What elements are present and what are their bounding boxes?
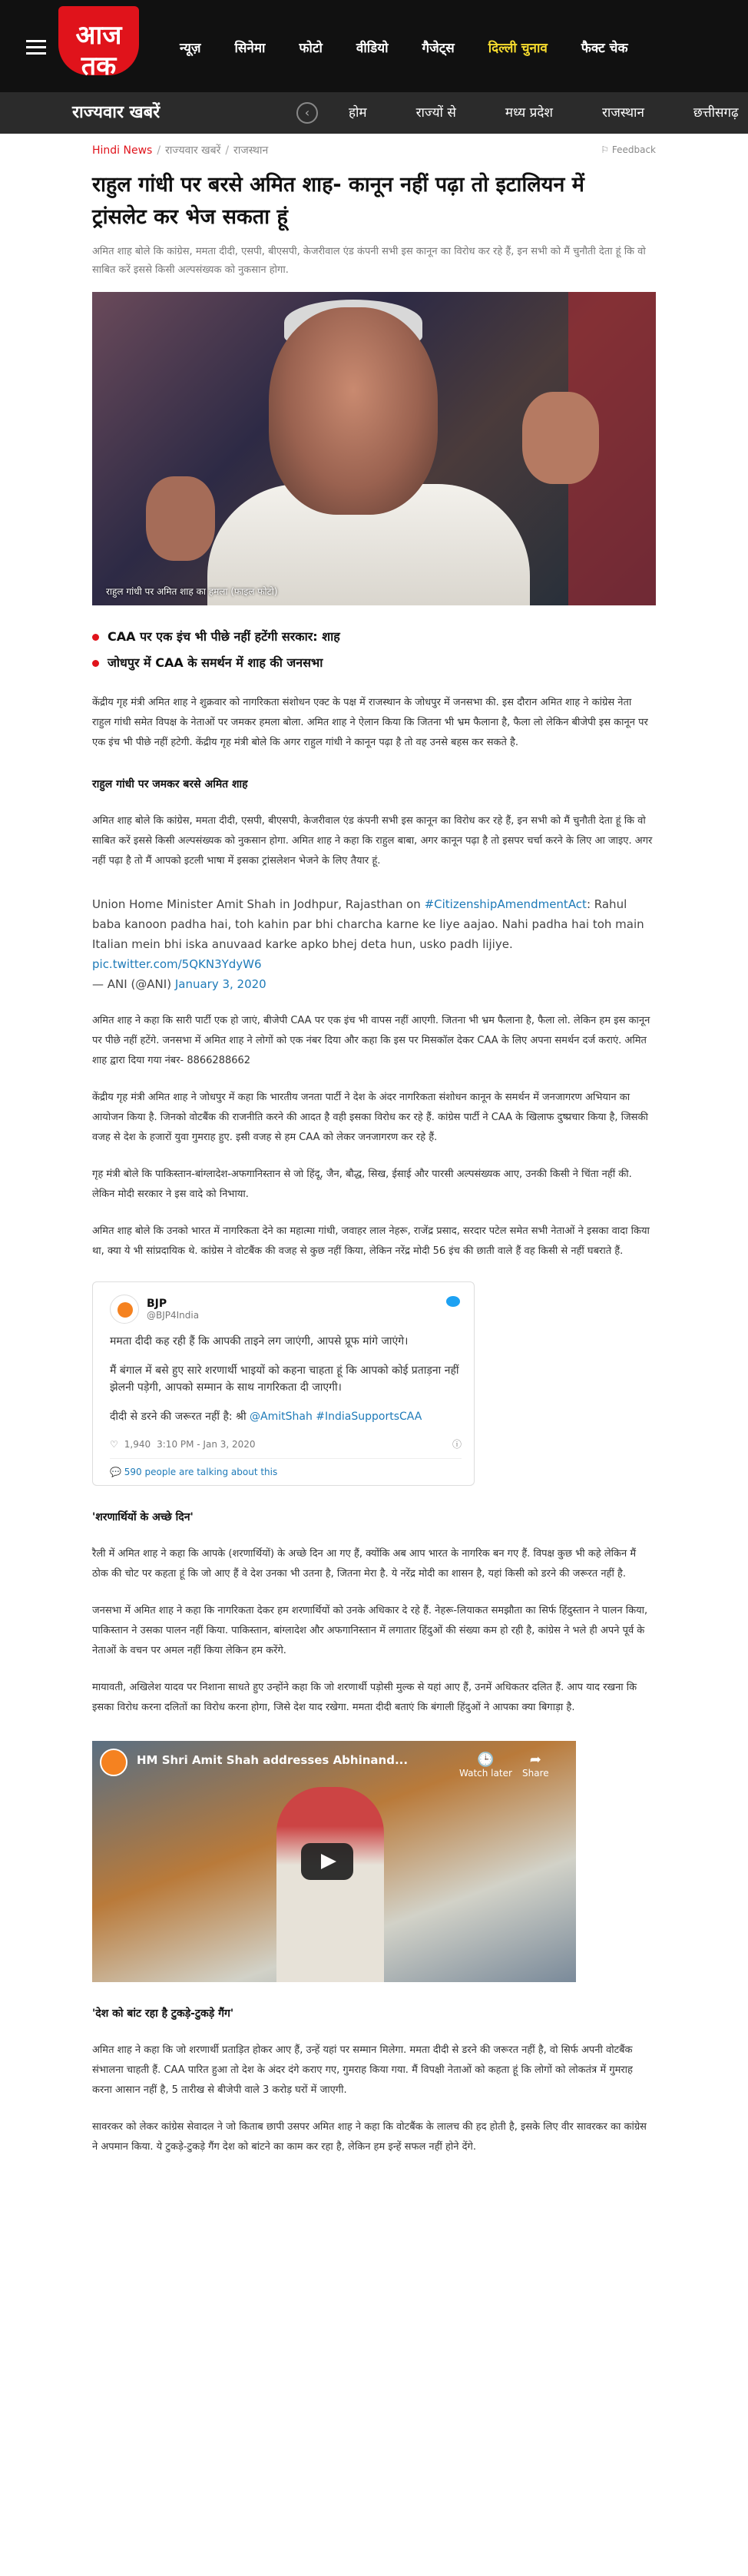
tweet-talking-link[interactable]: 💬 590 people are talking about this [110,1467,278,1477]
share-label: Share [522,1768,549,1779]
tweet-author-handle[interactable]: @BJP4India [147,1310,200,1321]
nav-item-cinema[interactable]: सिनेमा [234,41,266,56]
tweet-text-end: : Rahul baba kanoon padha hai, toh kahin par bhi charcha karne ke liye aajao. Nahi padha hai toh main Italian mein bhi iska anuvaad karke apko bhej deta hun, usko padh lijiye. [92,897,644,951]
hero-figure-hand [146,476,215,561]
share-icon: ➦ [529,1752,541,1768]
hamburger-menu-icon[interactable] [26,40,46,55]
embedded-tweet-text [92,894,653,994]
nav-item-video[interactable]: वीडियो [356,41,389,56]
watch-later-label: Watch later [459,1768,512,1779]
paragraph: अमित शाह बोले कि उनको भारत में नागरिकता देने का महात्मा गांधी, जवाहर लाल नेहरू, राजेंद्र प्रसाद, सरदार पटेल समेत सभी नेताओं ने इसका वादा किया था, क्या ये भी सांप्रदायिक थे. कांग्रेस ने वोटबैंक की वजह से कुछ नहीं किया, लेकिन नरेंद्र मोदी 56 इंच की छाती वाले हैं वह किसी से नहीं घबराते हैं. [92,1225,650,1257]
breadcrumb: Hindi News / राज्यवार खबरें / राजस्थान [92,144,269,157]
watch-later-button[interactable] [459,1752,512,1779]
breadcrumb-state[interactable]: राजस्थान [233,144,269,157]
top-navigation-bar [0,0,748,92]
heart-icon[interactable]: ♡ [110,1438,118,1450]
hero-figure-raised-hand [522,392,599,484]
paragraph: अमित शाह ने कहा कि जो शरणार्थी प्रताड़ित होकर आए हैं, उन्हें यहां पर सम्मान मिलेगा. ममता दीदी से डरने की जरूरत नहीं है, वो सिर्फ अपनी वोटबैंक संभालना चाहती हैं. CAA पारित हुआ तो देश के अंदर दंगे कराए गए, गुमराह किया गया. मैं विपक्षी नेताओं को कहता हूं कि लोगों को लोकतंत्र में गुमराह करना आसान नहीं है, 5 तारीख से बीजेपी वाले 3 करोड़ घरों में जाएगी. [92,2044,633,2096]
tweet-line: मैं बंगाल में बसे हुए सारे शरणार्थी भाइयों को कहना चाहता हूं कि आपको कोई प्रताड़ना नहीं झेलनी पड़ेगी, आपको सम्मान के साथ नागरिकता दी जाएगी। [110,1364,459,1394]
subnav-item-rajasthan[interactable]: राजस्थान [601,105,644,121]
subheading: 'देश को बांट रहा है टुकड़े-टुकड़े गैंग' [92,2007,234,2020]
tweet-line [110,1408,462,1425]
highlight-item: CAA पर एक इंच भी पीछे नहीं हटेंगी सरकार: शाह [92,624,656,650]
tweet-author-name[interactable]: BJP [147,1298,167,1310]
tweet-like-count: 1,940 [124,1438,151,1450]
aajtak-logo[interactable] [58,6,139,81]
info-icon[interactable]: ⓘ [452,1439,462,1450]
scroll-left-arrow-icon[interactable]: ‹ [296,102,318,124]
paragraph: मायावती, अखिलेश यादव पर निशाना साधते हुए उन्होंने कहा कि जो शरणार्थी पड़ोसी मुल्क से यहां आए हैं, उनमें अधिकतर दलित हैं. आप याद रखना कि इसका विरोध करना दलितों का विरोध करना होगा, जिसे देश याद रखेगा. ममता दीदी बताएं कि बंगाली हिंदुओं ने आपका क्या बिगाड़ा है. [92,1682,637,1713]
paragraph: गृह मंत्री बोले कि पाकिस्तान-बांग्लादेश-अफगानिस्तान से जो हिंदू, जैन, बौद्ध, सिख, ईसाई और पारसी अल्पसंख्यक आए, उनकी किसी ने चिंता नहीं की. लेकिन मोदी सरकार ने इस वादे को निभाया. [92,1169,632,1200]
article-headline: राहुल गांधी पर बरसे अमित शाह- कानून नहीं पढ़ा तो इटालियन में ट्रांसलेट कर भेज सकता हूं [92,173,584,229]
subnav-item-home[interactable]: होम [349,105,367,121]
tweet-header [110,1295,462,1324]
subheading: 'शरणार्थियों के अच्छे दिन' [92,1511,194,1523]
nav-item-delhi-election[interactable]: दिल्ली चुनाव [488,41,548,56]
hashtag-link[interactable]: #CitizenshipAmendmentAct [424,897,587,911]
paragraph: जनसभा में अमित शाह ने कहा कि नागरिकता देकर हम शरणार्थियों को उनके अधिकार दे रहे हैं. नेहरू-लियाकत समझौता का सिर्फ हिंदुस्तान ने पालन किया, पाकिस्तान ने उसका पालन नहीं किया. पाकिस्तान, बांग्लादेश और अफगानिस्तान में लगातार हिंदुओं की संख्या कम हो रही है, कांग्रेस ने भले ही अपने पूर्व के नेताओं के वचन पर अमल नहीं किया लेकिन हम करेंगे. [92,1605,648,1656]
channel-avatar[interactable] [100,1749,127,1776]
paragraph: केंद्रीय गृह मंत्री अमित शाह ने जोधपुर में कहा कि भारतीय जनता पार्टी ने देश के अंदर नागरिकता संशोधन कानून के समर्थन में जनजागरण अभियान का आयोजन किया है. जिनको वोटबैंक की राजनीति करने की आदत है वही इसका विरोध कर रहे हैं. कांग्रेस पार्टी ने CAA के खिलाफ दुष्प्रचार किया है, जिसकी वजह से देश के हजारों युवा गुमराह हुए. इसी वजह से हम CAA को लेकर जनजागरण कर रहे हैं. [92,1092,648,1143]
paragraph: अमित शाह ने कहा कि सारी पार्टी एक हो जाएं, बीजेपी CAA पर एक इंच भी वापस नहीं आएगी. जितना भी भ्रम फैलाना है, फैला लो. लेकिन हम इस कानून पर पीछे नहीं हटेंगे. जनसभा में अमित शाह ने लोगों को एक नंबर दिया और कहा कि इस पर मिसकॉल देकर CAA के लिए अपना समर्थन दर्ज कराएं. अमित शाह द्वारा दिया गया नंबर- 8866288662 [92,1015,650,1066]
bjp-avatar[interactable] [110,1295,139,1324]
article-intro: अमित शाह बोले कि कांग्रेस, ममता दीदी, एसपी, बीएसपी, केजरीवाल एंड कंपनी सभी इस कानून का विरोध कर रहे हैं, इन सभी को मैं चुनौती देता हूं कि वो साबित करें इससे किसी अल्पसंख्यक को नुकसान होगा. [92,246,646,276]
highlights-list [92,624,656,676]
subnav-item-states[interactable]: राज्यों से [415,105,456,121]
nav-item-gadgets[interactable]: गैजेट्स [422,41,455,56]
tweet-attribution: — ANI (@ANI) [92,977,175,991]
tweet-timestamp[interactable]: 3:10 PM - Jan 3, 2020 [157,1438,256,1450]
main-nav [180,37,628,60]
paragraph: केंद्रीय गृह मंत्री अमित शाह ने शुक्रवार को नागरिकता संशोधन एक्ट के पक्ष में राजस्थान के जोधपुर में जनसभा की. इस दौरान अमित शाह ने कांग्रेस नेता राहुल गांधी समेत विपक्ष के नेताओं पर जमकर हमला बोला. अमित शाह ने ऐलान किया कि जितना भी भ्रम फैलाना है, फैला लो लेकिन बीजेपी इस कानून पर एक इंच भी पीछे नहीं हटेगी. केंद्रीय गृह मंत्री बोले कि अगर राहुल गांधी ने कानून पढ़ा है तो वह उनसे बहस कर सकते है. [92,697,648,748]
subnav-item-chhattisgarh[interactable]: छत्तीसगढ़ [693,105,739,121]
hero-image [92,292,656,605]
video-title[interactable]: HM Shri Amit Shah addresses Abhinand... [137,1753,409,1767]
tweet-line: ममता दीदी कह रही हैं कि आपकी ताइने लग जाएंगी, आपसे प्रूफ मांगे जाएंगे। [110,1335,409,1348]
tweet-mention-link[interactable]: @AmitShah #IndiaSupportsCAA [250,1411,422,1423]
tweet-body [110,1333,462,1425]
twitter-pic-link[interactable]: pic.twitter.com/5QKN3YdyW6 [92,957,262,971]
feedback-label: Feedback [611,144,656,155]
tweet-card[interactable] [92,1281,475,1486]
tweet-author [147,1298,199,1321]
tweet-talking-text: 590 people are talking about this [124,1467,278,1477]
tweet-line-text: दीदी से डरने की जरूरत नहीं है: श्री [110,1411,250,1423]
video-speaker-figure [276,1787,384,1982]
clock-icon: 🕒 [477,1752,495,1768]
subheading: राहुल गांधी पर जमकर बरसे अमित शाह [92,778,248,791]
tweet-meta [110,1437,462,1459]
nav-item-photo[interactable]: फोटो [299,41,323,56]
youtube-video-embed[interactable] [92,1741,576,1982]
play-button-icon[interactable] [301,1843,353,1880]
highlight-item: जोधपुर में CAA के समर्थन में शाह की जनसभा [92,650,656,676]
breadcrumb-home[interactable]: Hindi News [92,144,153,157]
paragraph: सावरकर को लेकर कांग्रेस सेवादल ने जो किताब छापी उसपर अमित शाह ने कहा कि वोटबैंक के लालच की हद होती है, इसके लिए वीर सावरकर का कांग्रेस ने अपमान किया. ये टुकड़े-टुकड़े गैंग देश को बांटने का काम कर रहा है, लेकिन हम इन्हें सफल नहीं होने देंगे. [92,2121,647,2153]
twitter-bird-icon[interactable] [446,1296,460,1307]
nav-item-news[interactable]: न्यूज़ [180,41,201,56]
hero-figure-face [269,307,438,515]
logo-text: आज तक [75,20,122,81]
tweet-text-start: Union Home Minister Amit Shah in Jodhpur, Rajasthan on [92,897,425,911]
image-caption: राहुल गांधी पर अमित शाह का हमला (फाइल फोटो) [106,586,278,597]
paragraph: रैली में अमित शाह ने कहा कि आपके (शरणार्थियों) के अच्छे दिन आ गए हैं, क्योंकि अब आप भारत के नागरिक बन गए हैं. विपक्ष कुछ भी कहे लेकिन मैं ठोक की चोट पर कहता हूं कि जो आए हैं वे देश उनका भी उतना है, जितना मेरा है. ये नरेंद्र मोदी का शासन है, यहां किसी को डरने की जरूरत नहीं है. [92,1548,637,1580]
breadcrumb-section[interactable]: राज्यवार खबरें [165,144,221,157]
feedback-button[interactable]: ⚐ Feedback [601,144,656,155]
tweet-date-link[interactable]: January 3, 2020 [174,977,266,991]
section-subnav [0,92,748,134]
subnav-item-madhya-pradesh[interactable]: मध्य प्रदेश [505,105,553,121]
article [92,137,656,2157]
subnav-items [349,92,739,134]
nav-item-fact-check[interactable]: फैक्ट चेक [581,41,628,56]
share-button[interactable] [522,1752,549,1779]
paragraph: अमित शाह बोले कि कांग्रेस, ममता दीदी, एसपी, बीएसपी, केजरीवाल एंड कंपनी सभी इस कानून का विरोध कर रहे हैं, इन सभी को मैं चुनौती देता हूं कि वो साबित करें इससे किसी अल्पसंख्यक को नुकसान होगा. अमित शाह ने कहा कि राहुल बाबा, अगर कानून पढ़ा है तो इसपर चर्चा करने के लिए आ जाइए. अगर नहीं पढ़ा है तो मैं आपको इटली भाषा में इसका ट्रांसलेशन भेजने के लिए तैयार हूं. [92,815,653,867]
section-title[interactable]: राज्यवार खबरें [72,103,161,122]
